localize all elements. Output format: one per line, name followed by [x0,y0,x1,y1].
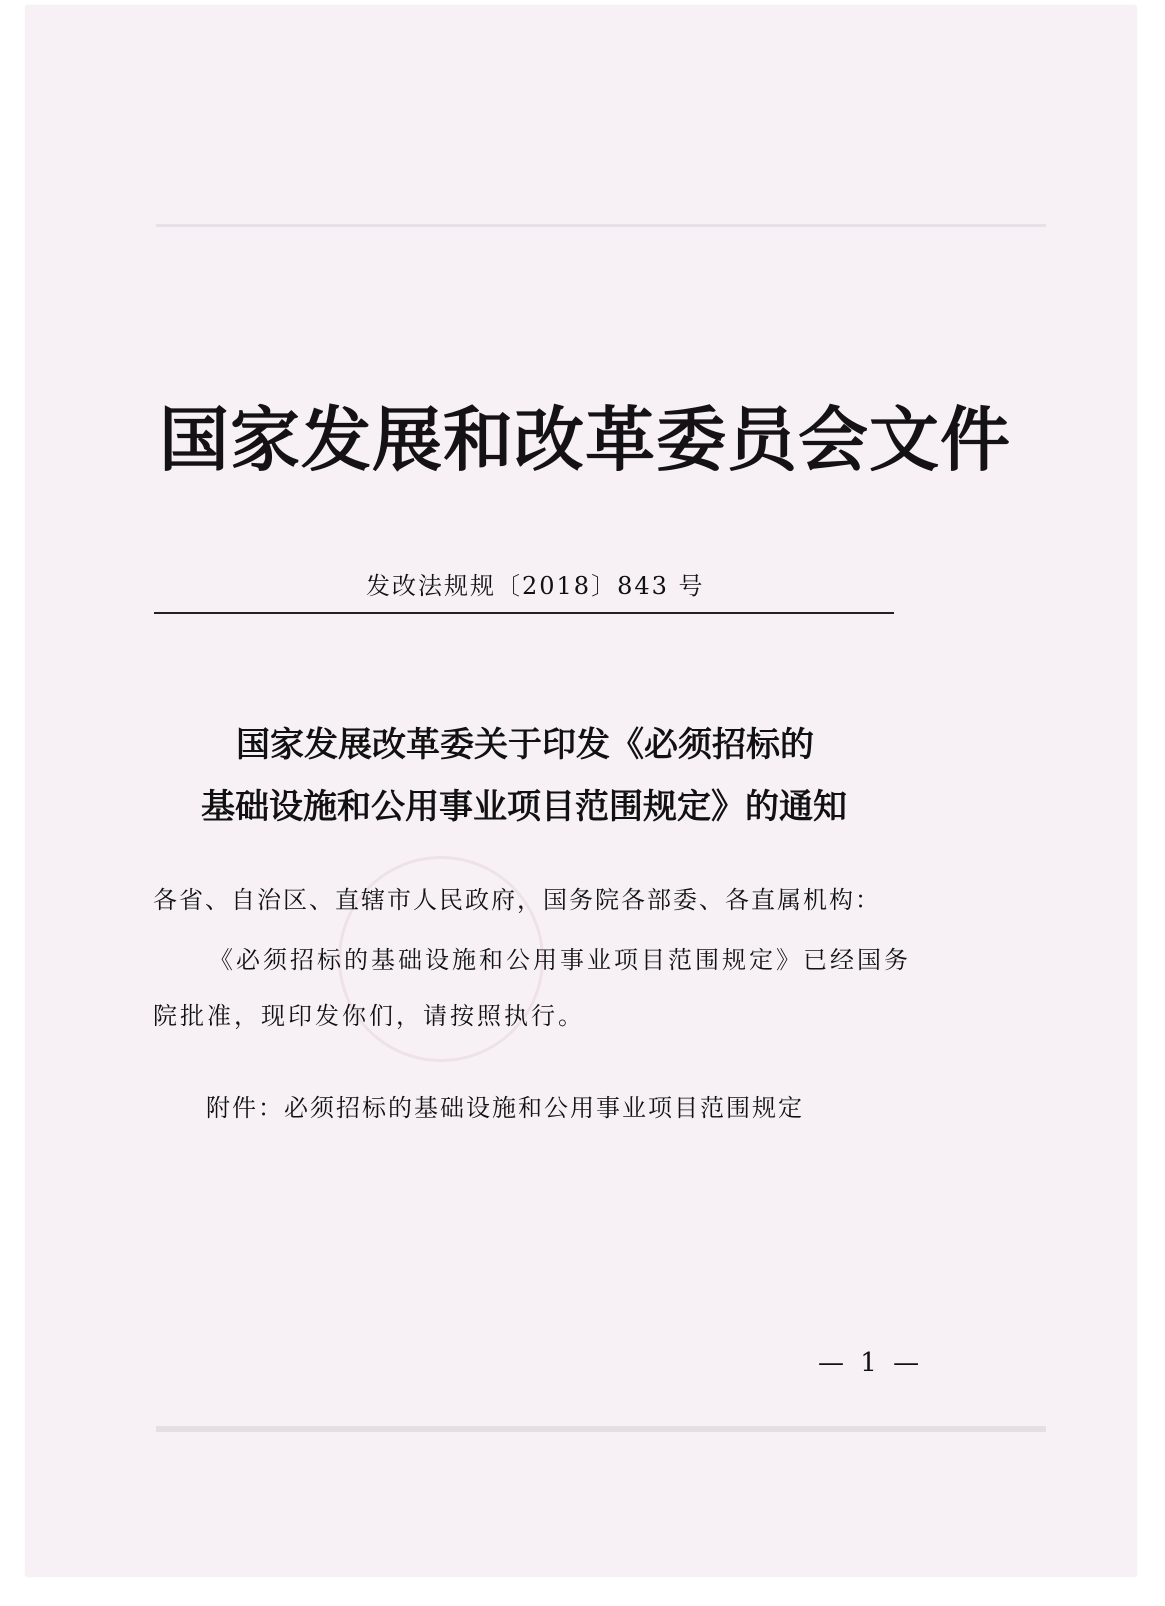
salutation: 各省、自治区、直辖市人民政府，国务院各部委、各直属机构： [153,886,881,914]
issuer-header: 国家发展和改革委员会文件 [159,399,1011,481]
notice-title-line-2: 基础设施和公用事业项目范围规定》的通知 [201,787,847,827]
body-paragraph: 《必须招标的基础设施和公用事业项目范围规定》已经国务院批准，现印发你们，请按照执行。 [153,946,911,1030]
notice-title-line-1: 国家发展改革委关于印发《必须招标的 [236,725,814,765]
header-divider [154,612,894,614]
attachment-line: 附件：必须招标的基础设施和公用事业项目范围规定 [206,1094,804,1122]
page-number: — 1 — [818,1348,924,1378]
notice-title [186,714,966,838]
document-number: 发改法规规〔2018〕843 号 [366,572,705,600]
bleed-through-rule [156,224,1046,227]
document-page [26,6,1136,1576]
bleed-through-footer-rule [156,1426,1046,1432]
